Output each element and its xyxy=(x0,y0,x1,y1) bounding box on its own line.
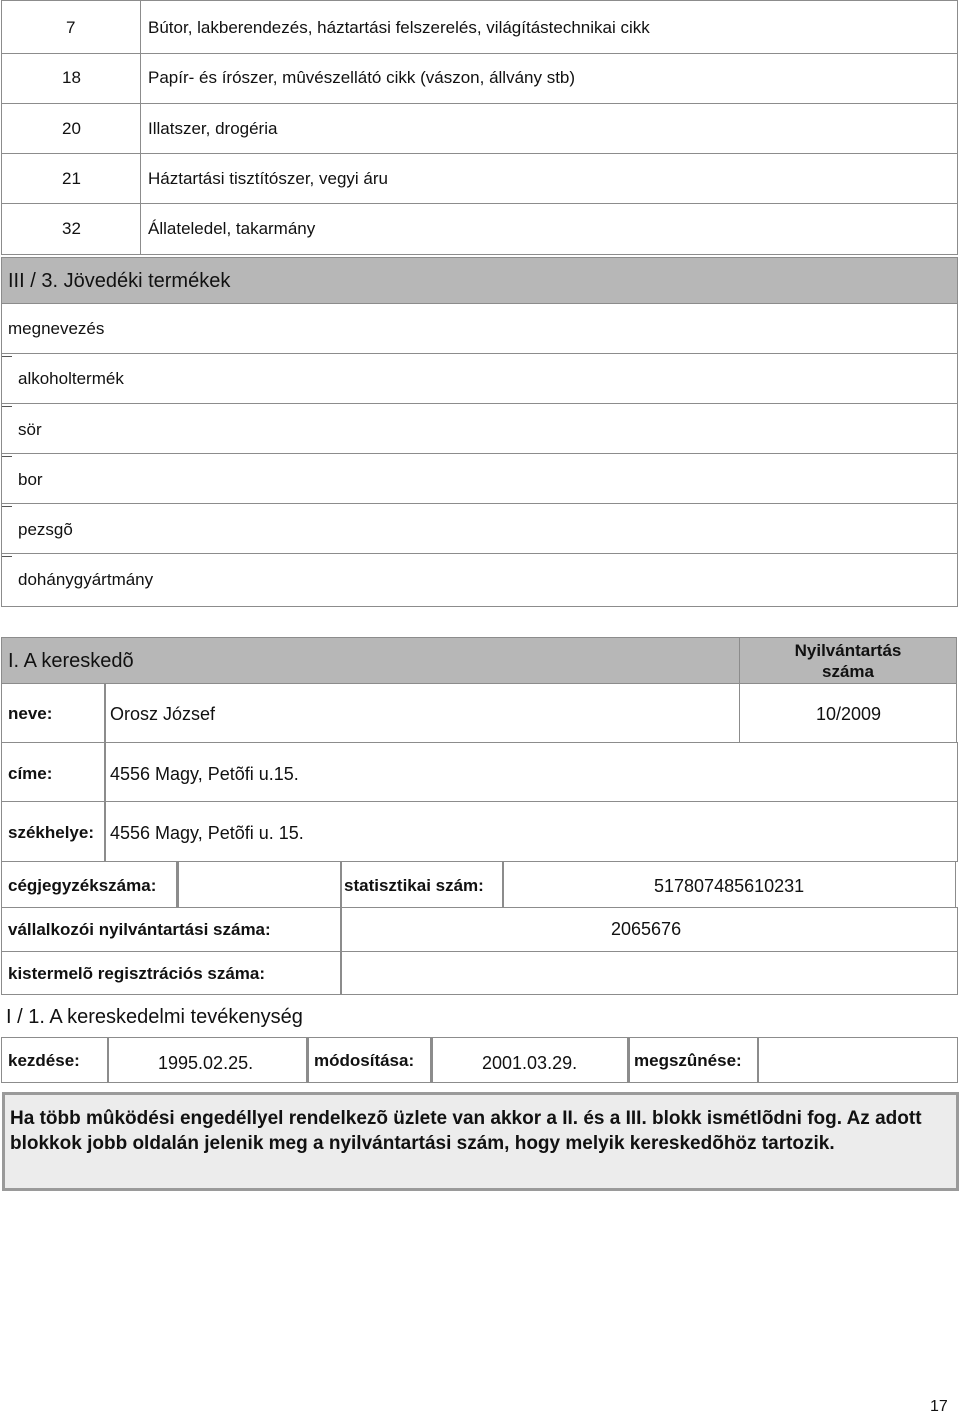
category-code: 18 xyxy=(62,68,81,87)
category-name: Állateledel, takarmány xyxy=(148,219,316,238)
end-label: megszûnése: xyxy=(634,1051,742,1070)
smallholder-label: kistermelõ regisztrációs száma: xyxy=(8,964,266,983)
company-reg-value-cell xyxy=(177,861,341,908)
category-name: Háztartási tisztítószer, vegyi áru xyxy=(148,169,388,188)
checkbox-mark-icon xyxy=(2,406,12,407)
name-label: neve: xyxy=(8,704,53,723)
entrepreneur-label: vállalkozói nyilvántartási száma: xyxy=(8,920,271,939)
end-value-cell xyxy=(757,1037,958,1083)
divider xyxy=(1,353,958,354)
note-text: Ha több mûködési engedéllyel rendelkezõ üzlete van akkor a II. és a III. blokk ismétlõdni fog. Az adott blokkok jobb oldalán jelenik meg a nyilvántartási szám, hogy melyik kereskedõhöz tartozik. xyxy=(10,1108,922,1154)
registry-label: Nyilvántartás száma xyxy=(794,641,902,681)
company-reg-label: cégjegyzékszáma: xyxy=(8,876,157,895)
category-name: Bútor, lakberendezés, háztartási felszerelés, világítástechnikai cikk xyxy=(148,18,650,37)
activity-title: I / 1. A kereskedelmi tevékenység xyxy=(6,1006,303,1028)
category-name: Illatszer, drogéria xyxy=(148,119,278,138)
excise-body xyxy=(1,303,958,607)
start-label: kezdése: xyxy=(8,1051,80,1070)
trader-title: I. A kereskedõ xyxy=(8,650,134,672)
address-value: 4556 Magy, Petõfi u.15. xyxy=(110,764,299,784)
name-value: Orosz József xyxy=(110,704,216,724)
category-code: 7 xyxy=(66,18,76,37)
stat-value: 517807485610231 xyxy=(654,876,805,896)
seat-label: székhelye: xyxy=(8,823,94,842)
checkbox-mark-icon xyxy=(2,556,12,557)
checkbox-mark-icon xyxy=(2,356,12,357)
start-value: 1995.02.25. xyxy=(158,1053,254,1073)
divider xyxy=(1,403,958,404)
smallholder-value-cell xyxy=(340,951,958,995)
excise-item: bor xyxy=(18,470,43,489)
divider xyxy=(1,553,958,554)
category-code: 20 xyxy=(62,119,81,138)
address-label: címe: xyxy=(8,764,53,783)
checkbox-mark-icon xyxy=(2,456,12,457)
divider xyxy=(1,503,958,504)
entrepreneur-value: 2065676 xyxy=(611,919,682,939)
modified-label: módosítása: xyxy=(314,1051,415,1070)
category-code: 32 xyxy=(62,219,81,238)
excise-item: pezsgõ xyxy=(18,520,73,539)
excise-title: III / 3. Jövedéki termékek xyxy=(8,270,231,292)
excise-item: sör xyxy=(18,420,42,439)
divider xyxy=(1,453,958,454)
seat-value: 4556 Magy, Petõfi u. 15. xyxy=(110,823,304,843)
category-name: Papír- és írószer, mûvészellátó cikk (vászon, állvány stb) xyxy=(148,68,576,87)
modified-value: 2001.03.29. xyxy=(482,1053,578,1073)
category-code: 21 xyxy=(62,169,81,188)
excise-column-label: megnevezés xyxy=(8,319,105,338)
excise-item: dohánygyártmány xyxy=(18,570,154,589)
registry-value: 10/2009 xyxy=(816,704,882,724)
excise-item: alkoholtermék xyxy=(18,369,124,388)
page-number: 17 xyxy=(930,1398,948,1415)
stat-label: statisztikai szám: xyxy=(344,876,484,895)
checkbox-mark-icon xyxy=(2,506,12,507)
note-box xyxy=(2,1092,959,1191)
